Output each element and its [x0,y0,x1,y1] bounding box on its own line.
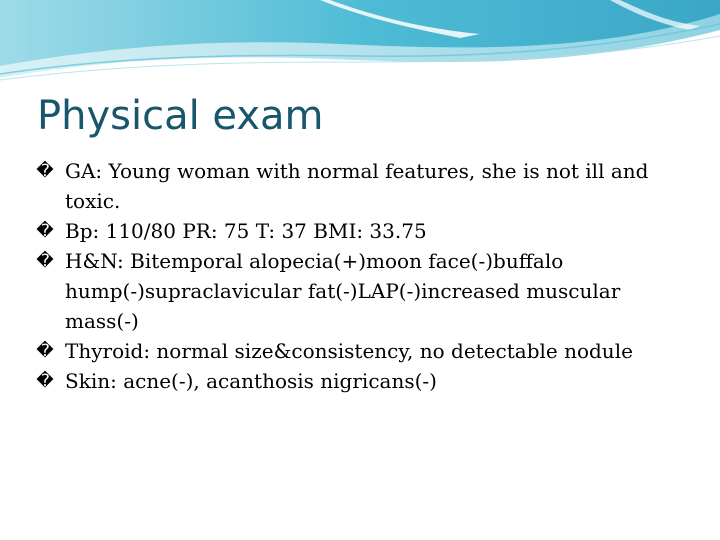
bullet-text-head-neck: H&N: Bitemporal alopecia(+)moon face(-)buffalo hump(-)supraclavicular fat(-)LAP(-)increased muscular mass(-) [65,249,621,333]
bullet-item [36,216,686,246]
bullet-item [36,156,686,216]
bullet-item [36,366,686,396]
replacement-character-icon: � [36,341,54,361]
bullet-text-general-appearance: GA: Young woman with normal features, she is not ill and toxic. [65,159,649,213]
bullet-text-thyroid: Thyroid: normal size&consistency, no detectable nodule [65,339,633,363]
bullet-text-skin: Skin: acne(-), acanthosis nigricans(-) [65,369,437,393]
replacement-character-icon: � [36,161,54,181]
bullet-item [36,246,686,336]
replacement-character-icon: � [36,251,54,271]
bullet-item [36,336,686,366]
bullet-list [36,156,686,396]
header-wave-decoration [0,0,720,90]
slide-title: Physical exam [37,93,324,139]
replacement-character-icon: � [36,221,54,241]
bullet-text-vitals: Bp: 110/80 PR: 75 T: 37 BMI: 33.75 [65,219,427,243]
replacement-character-icon: � [36,371,54,391]
